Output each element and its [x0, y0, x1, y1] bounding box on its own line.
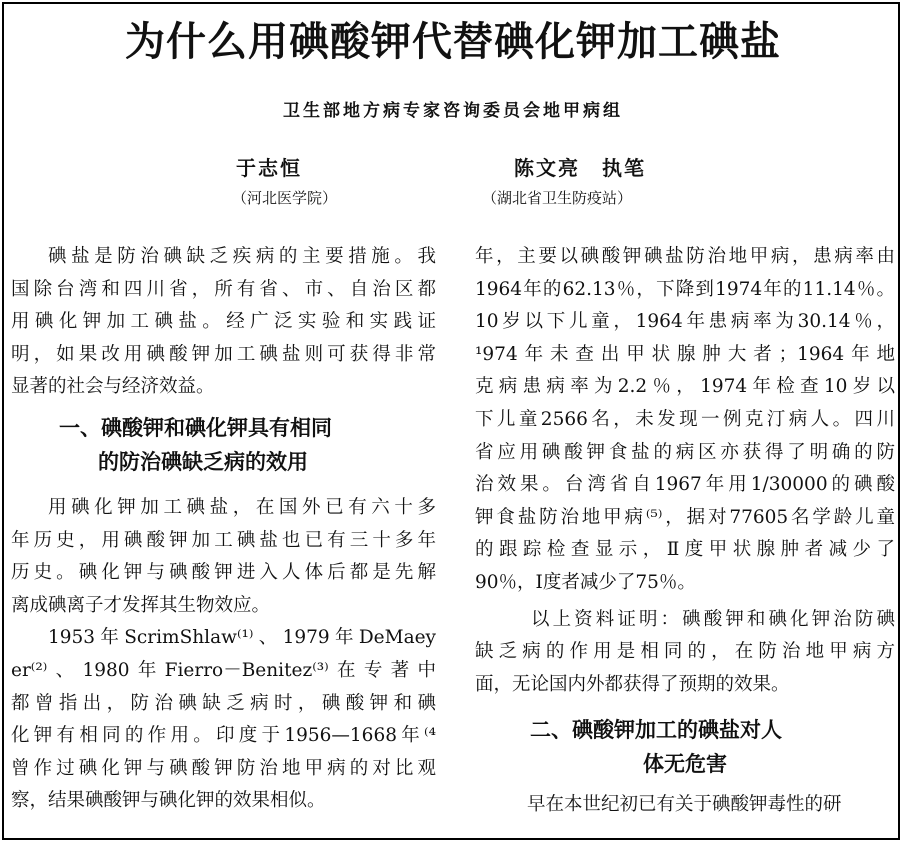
text-line: 历史。碘化钾与碘酸钾进入人体后都是先解	[11, 562, 436, 584]
heading-line: 体无危害	[643, 752, 727, 777]
paragraph	[475, 789, 895, 822]
author-name-1: 于志恒	[236, 156, 302, 180]
text-line: 10岁以下儿童，1964年患病率为30.14％，	[475, 311, 895, 333]
article-subtitle: 卫生部地方病专家咨询委员会地甲病组	[283, 101, 623, 121]
text-line: 用碘化钾加工碘盐，在国外已有六十多	[48, 496, 436, 518]
text-line: 察，结果碘酸钾与碘化钾的效果相似。	[11, 790, 326, 812]
heading-line: 二、碘酸钾加工的碘盐对人	[530, 718, 782, 743]
text-line: 1964年的62.13％，下降到1974年的11.14％。	[475, 278, 895, 300]
paragraph	[11, 622, 436, 818]
text-line: 化钾有相同的作用。印度于1956—1668年⁽⁴	[11, 725, 436, 747]
text-line: 克病患病率为2.2％，1974年检查10岁以	[475, 376, 895, 398]
article-title: 为什么用碘酸钾代替碘化钾加工碘盐	[125, 19, 781, 65]
right-column	[475, 241, 895, 822]
text-line: 明，如果改用碘酸钾加工碘盐则可获得非常	[11, 343, 436, 365]
left-column	[11, 241, 436, 818]
author-affiliation-1: （河北医学院）	[232, 189, 338, 207]
text-line: 碘盐是防治碘缺乏疾病的主要措施。我	[48, 246, 436, 267]
paragraph	[11, 241, 436, 404]
text-line: 以上资料证明：碘酸钾和碘化钾治防碘	[531, 608, 895, 630]
author-affiliation-2: （湖北省卫生防疫站）	[482, 189, 633, 207]
text-line: 早在本世纪初已有关于碘酸钾毒性的研	[527, 794, 842, 816]
section-heading	[11, 411, 436, 479]
author-name-2: 陈文亮 执笔	[514, 156, 646, 180]
text-line: 缺乏病的作用是相同的，在防治地甲病方	[475, 641, 895, 663]
text-line: 90％，Ⅰ度者减少了75％。	[475, 571, 696, 593]
text-line: 离成碘离子才发挥其生物效应。	[11, 594, 271, 616]
text-line: 年，主要以碘酸钾碘盐防治地甲病，患病率由	[475, 246, 895, 267]
section-heading	[475, 713, 895, 781]
text-line: 显著的社会与经济效益。	[11, 376, 215, 398]
text-line: 的跟踪检查显示，Ⅱ度甲状腺肿者减少了	[475, 539, 895, 561]
heading-line: 一、碘酸钾和碘化钾具有相同	[59, 415, 332, 440]
text-line: 都曾指出，防治碘缺乏病时，碘酸钾和碘	[11, 692, 436, 714]
text-line: er⁽²⁾、1980年Fierro－Benitez⁽³⁾在专著中	[11, 659, 436, 681]
paragraph	[475, 604, 895, 702]
text-line: 省应用碘酸钾食盐的病区亦获得了明确的防	[475, 441, 895, 463]
text-line: 年历史，用碘酸钾加工碘盐也已有三十多年	[11, 529, 436, 551]
text-line: 治效果。台湾省自1967年用1/30000的碘酸	[475, 474, 895, 496]
text-line: 用碘化钾加工碘盐。经广泛实验和实践证	[11, 311, 436, 333]
text-line: 下儿童2566名，未发现一例克汀病人。四川	[475, 408, 895, 430]
text-line: 1953年ScrimShlaw⁽¹⁾、1979年DeMaey	[48, 627, 436, 649]
text-line: 曾作过碘化钾与碘酸钾防治地甲病的对比观	[11, 757, 436, 779]
text-line: 钾食盐防治地甲病⁽⁵⁾，据对77605名学龄儿童	[475, 506, 895, 528]
text-line: 国除台湾和四川省，所有省、市、自治区都	[11, 278, 436, 300]
heading-line: 的防治碘缺乏病的效用	[98, 449, 308, 474]
paragraph	[475, 241, 895, 600]
text-line: ¹974年未查出甲状腺肿大者；1964年地	[475, 343, 895, 365]
text-line: 面，无论国内外都获得了预期的效果。	[475, 673, 790, 695]
paragraph	[11, 492, 436, 622]
